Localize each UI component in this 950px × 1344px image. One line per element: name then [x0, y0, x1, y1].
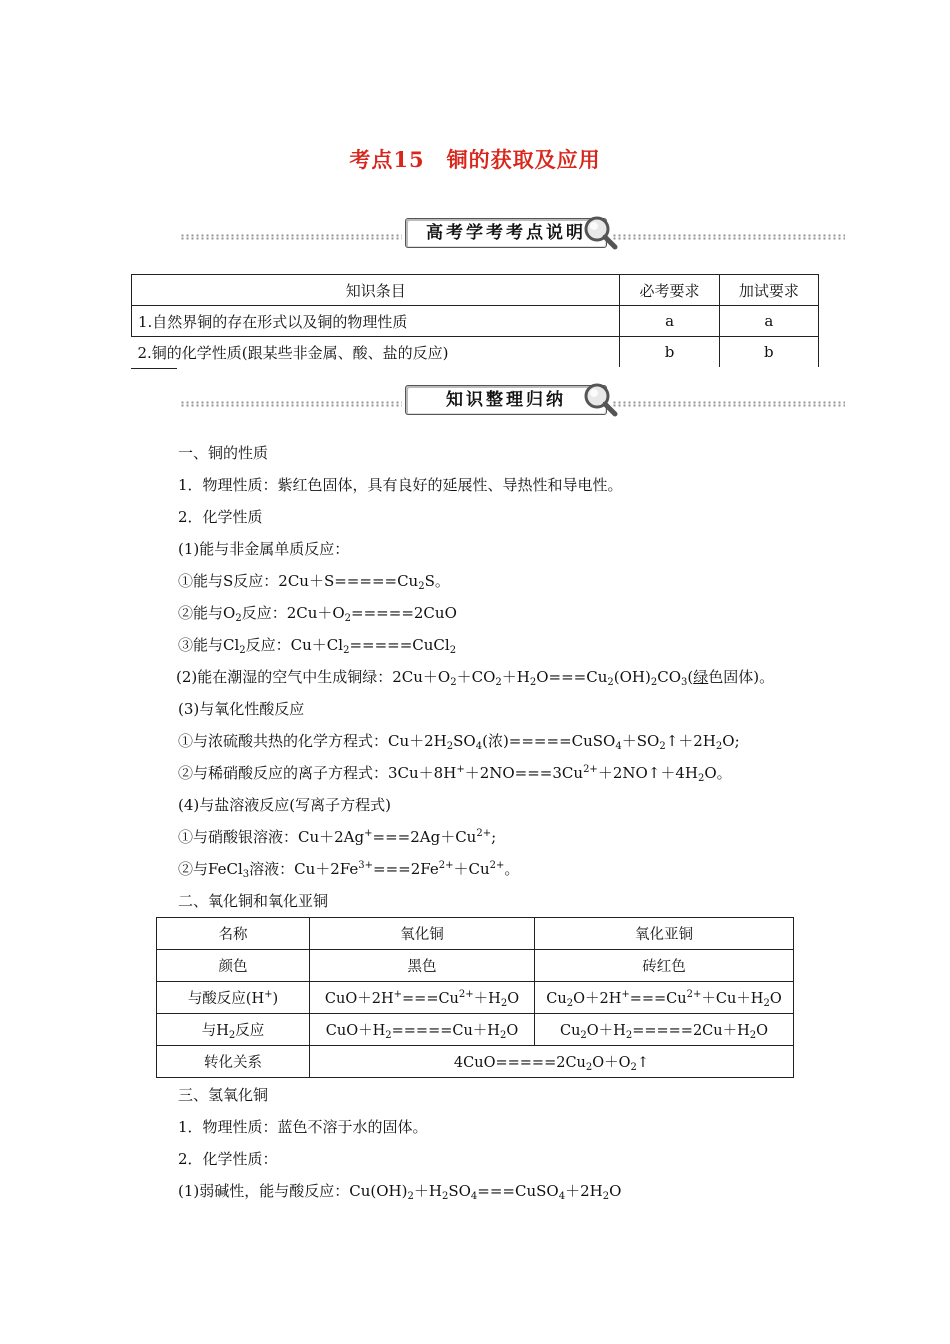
table-cell: a	[620, 306, 719, 337]
table-rule	[131, 368, 177, 369]
oxide-comparison-table	[156, 917, 794, 1078]
paragraph: 2．化学性质：	[178, 1150, 278, 1168]
table-cell: 1.自然界铜的存在形式以及铜的物理性质	[132, 306, 620, 337]
equation-line: ②能与$O_2$反应：$2Cu+O_2=====2CuO$	[178, 604, 457, 624]
dotted-divider	[612, 234, 845, 240]
table-header: 加试要求	[719, 275, 818, 306]
table-cell: $4CuO=====2Cu_2O+O_2↑$	[310, 1046, 794, 1078]
equation-line: (1)弱碱性，能与酸反应：$Cu(OH)_2+H_2SO_4===CuSO_4+2H_2O$	[178, 1182, 622, 1202]
table-row	[157, 950, 794, 982]
table-row	[132, 306, 819, 337]
paragraph: (3)与氧化性酸反应	[178, 700, 305, 718]
equation-line: ①能与S反应：$2Cu+S=====Cu_2S$。	[178, 572, 450, 592]
magnifier-icon	[580, 381, 620, 421]
equation-line: ②与稀硝酸反应的离子方程式：$3Cu+8H^++2NO===3Cu^{2+}+2NO↑+4H_2O$。	[178, 764, 732, 784]
table-cell: 黑色	[310, 950, 535, 982]
table-cell: b	[719, 337, 818, 368]
page-title: 考点15 铜的获取及应用	[349, 147, 601, 172]
section-heading: 一、铜的性质	[178, 444, 269, 462]
magnifier-icon	[580, 214, 620, 254]
table-header: 氧化铜	[310, 918, 535, 950]
equation-line: ③能与$Cl_2$反应：$Cu+Cl_2=====CuCl_2$	[178, 636, 457, 656]
section-heading: 三、氢氧化铜	[178, 1086, 269, 1104]
banner-label: 高考学考考点说明	[405, 218, 607, 248]
paragraph: 2．化学性质	[178, 508, 263, 526]
requirements-table	[131, 274, 819, 367]
table-row	[132, 337, 819, 368]
equation-line: ①与硝酸银溶液：$Cu+2Ag^+===2Ag+Cu^{2+}$;	[178, 828, 497, 846]
table-cell: $Cu_2O+2H^+===Cu^{2+}+Cu+H_2O$	[535, 982, 794, 1014]
section-banner-knowledge	[180, 381, 845, 421]
table-header: 氧化亚铜	[535, 918, 794, 950]
dotted-divider	[180, 234, 402, 240]
paragraph: (4)与盐溶液反应(写离子方程式)	[178, 796, 391, 814]
section-banner-exam-points	[180, 214, 845, 254]
table-header: 知识条目	[132, 275, 620, 306]
dotted-divider	[612, 401, 845, 407]
equation-line: ②与FeCl$_3$溶液：$Cu+2Fe^{3+}===2Fe^{2+}+Cu^{2+}$。	[178, 860, 520, 880]
table-cell: b	[620, 337, 719, 368]
table-cell: $CuO+2H^+===Cu^{2+}+H_2O$	[310, 982, 535, 1014]
table-cell: 颜色	[157, 950, 310, 982]
section-heading: 二、氧化铜和氧化亚铜	[178, 892, 329, 910]
table-cell: a	[719, 306, 818, 337]
dotted-divider	[180, 401, 402, 407]
table-header: 必考要求	[620, 275, 719, 306]
banner-label: 知识整理归纳	[405, 385, 607, 415]
equation-line: (2)能在潮湿的空气中生成铜绿：$2Cu+O_2+CO_2+H_2O===Cu_2(OH)_2CO_3$(绿色固体)。	[176, 668, 775, 688]
table-header-row	[132, 275, 819, 306]
paragraph: 1．物理性质：蓝色不溶于水的固体。	[178, 1118, 428, 1136]
paragraph: (1)能与非金属单质反应：	[178, 540, 350, 558]
table-row	[157, 1014, 794, 1046]
table-row	[157, 1046, 794, 1078]
paragraph: 1．物理性质：紫红色固体，具有良好的延展性、导热性和导电性。	[178, 476, 623, 494]
table-cell: 与酸反应(H+)	[157, 982, 310, 1014]
table-header-row	[157, 918, 794, 950]
table-cell: $Cu_2O+H_2=====2Cu+H_2O$	[535, 1014, 794, 1046]
table-cell: 砖红色	[535, 950, 794, 982]
equation-line: ①与浓硫酸共热的化学方程式：$Cu+2H_2SO_4$(浓)$=====CuSO_4+SO_2↑+2H_2O$;	[178, 732, 740, 752]
table-cell: 2.铜的化学性质(跟某些非金属、酸、盐的反应)	[132, 337, 620, 368]
table-cell: 转化关系	[157, 1046, 310, 1078]
table-cell: $CuO+H_2=====Cu+H_2O$	[310, 1014, 535, 1046]
table-row	[157, 982, 794, 1014]
table-cell: 与$H_2$反应	[157, 1014, 310, 1046]
table-header: 名称	[157, 918, 310, 950]
